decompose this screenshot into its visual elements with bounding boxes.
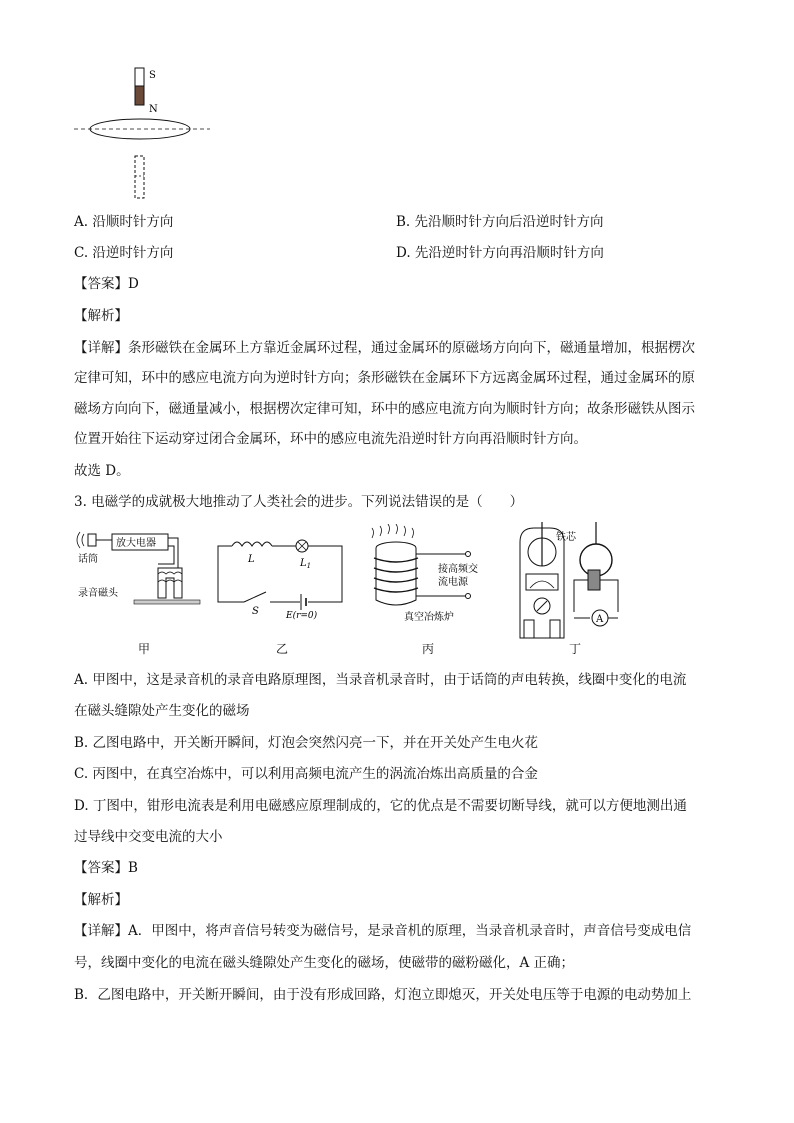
lamp-label-sub: 1: [306, 562, 312, 570]
q3-option-line: 在磁头缝隙处产生变化的磁场: [74, 703, 250, 719]
magnet-n-half: [135, 86, 144, 105]
microphone-icon: [88, 534, 96, 546]
q3-detail-line: 【详解】A．甲图中，将声音信号转变为磁信号，是录音机的原理，当录音机录音时，声音信号变成电信: [74, 923, 692, 939]
q3-option-line: A. 甲图中，这是录音机的录音电路原理图，当录音机录音时，由于话筒的声电转换，线圈中变化的电流: [74, 672, 687, 688]
q2-option-b: B. 先沿顺时针方向后沿逆时针方向: [396, 214, 604, 230]
q2-analysis-heading: 【解析】: [74, 308, 128, 324]
magnet-n-label: N: [149, 104, 158, 115]
power-label-line1: 接高频交: [438, 564, 478, 575]
wire: [574, 580, 588, 612]
figure-ding: [510, 522, 640, 640]
q3-analysis-heading: 【解析】: [74, 892, 128, 908]
q3-stem: 3. 电磁学的成就极大地推动了人类社会的进步。下列说法错误的是（ ）: [74, 494, 524, 510]
power-label-line2: 流电源: [438, 577, 468, 588]
source-label: E(r=0): [286, 611, 318, 620]
core-coil: [588, 570, 600, 590]
q3-option-line: C. 丙图中，在真空冶炼中，可以利用高频电流产生的涡流冶炼出高质量的合金: [74, 766, 538, 782]
figure-bing: [356, 524, 506, 624]
figure-jia-caption: 甲: [137, 642, 150, 656]
wire: [600, 580, 618, 612]
q3-option-line: 过导线中交变电流的大小: [74, 829, 223, 845]
record-head-label: 录音磁头: [78, 588, 118, 599]
q3-detail-line: 号，线圈中变化的电流在磁头缝隙处产生变化的磁场，使磁带的磁粉磁化，A 正确；: [74, 955, 575, 971]
figure-yi-caption: 乙: [275, 642, 288, 656]
core-label: 铁芯: [556, 532, 576, 543]
magnet-s-label: S: [149, 70, 156, 81]
amplifier-label: 放大电器: [116, 538, 156, 549]
heat-waves-icon: [372, 524, 414, 538]
q3-detail-line: B．乙图电路中，开关断开瞬间，由于没有形成回路，灯泡立即熄灭，开关处电压等于电源的电动势加上: [74, 987, 692, 1003]
q3-option-line: D. 丁图中，钳形电流表是利用电磁感应原理制成的，它的优点是不需要切断导线，就可以方便地测出通: [74, 798, 687, 814]
q2-detail-line: 磁场方向向下，磁通量减小，根据楞次定律可知，环中的感应电流方向为顺时针方向；故条形磁铁从图示: [74, 401, 695, 417]
terminal-icon: [466, 552, 471, 557]
inductor-label: L: [248, 554, 255, 565]
clamp-handle: [524, 620, 534, 638]
lamp-label: [299, 558, 311, 570]
figure-ding-caption: 丁: [568, 642, 581, 656]
magnet-ghost: [135, 156, 144, 198]
ammeter-label: A: [596, 614, 604, 625]
q2-detail-line: 【详解】条形磁铁在金属环上方靠近金属环过程，通过金属环的原磁场方向向下，磁通量增加，根据楞次: [74, 340, 695, 356]
q2-conclusion: 故选 D。: [74, 463, 130, 479]
q2-option-a: A. 沿顺时针方向: [74, 214, 174, 230]
clamp-handle: [550, 620, 560, 638]
switch-label: S: [252, 606, 259, 617]
figure-yi: [214, 530, 350, 620]
tape: [134, 600, 200, 604]
furnace-body: [376, 548, 416, 605]
q2-answer: 【答案】D: [74, 276, 139, 292]
magnet-ring-figure: [70, 62, 220, 202]
record-head-core: [158, 568, 182, 598]
q3-answer: 【答案】B: [74, 860, 138, 876]
circuit-frame: [218, 546, 342, 602]
wire-gap: [244, 598, 270, 606]
furnace-label: 真空冶炼炉: [404, 612, 454, 623]
microphone-label: 话筒: [78, 554, 98, 565]
terminal-icon: [466, 594, 471, 599]
lamp-label-text: L: [300, 558, 307, 569]
sound-waves-icon: [77, 532, 84, 548]
q2-option-c: C. 沿逆时针方向: [74, 245, 174, 261]
magnet-s-half: [135, 68, 144, 86]
figure-jia: [74, 524, 204, 622]
q2-option-d: D. 先沿逆时针方向再沿顺时针方向: [396, 245, 604, 261]
q3-option-line: B. 乙图电路中，开关断开瞬间，灯泡会突然闪亮一下，并在开关处产生电火花: [74, 735, 539, 751]
q2-detail-line: 定律可知，环中的感应电流方向为逆时针方向；条形磁铁在金属环下方远离金属环过程，通过金属环的原: [74, 370, 695, 386]
figure-bing-caption: 丙: [421, 642, 434, 656]
q2-detail-line: 位置开始往下运动穿过闭合金属环，环中的感应电流先沿逆时针方向再沿顺时针方向。: [74, 431, 587, 447]
